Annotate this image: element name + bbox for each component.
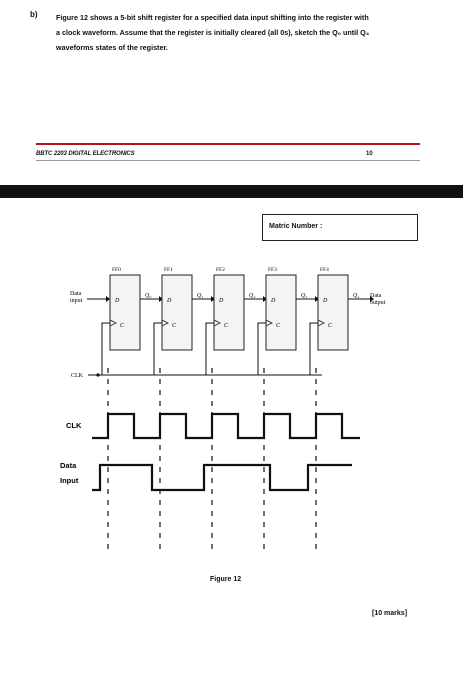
clock-waveform bbox=[92, 414, 360, 438]
flip-flop-4 bbox=[318, 275, 348, 350]
flip-flop-group bbox=[102, 267, 374, 375]
q-output-label-2: Q₂ bbox=[249, 293, 256, 299]
timing-guide-lines bbox=[108, 368, 316, 550]
flip-flop-name-3: FF3 bbox=[268, 267, 277, 273]
flip-flop-name-0: FF0 bbox=[112, 267, 121, 273]
page-number: 10 bbox=[366, 151, 373, 157]
matric-number-box bbox=[262, 214, 418, 241]
flip-flop-2 bbox=[214, 275, 244, 350]
clk-junction bbox=[96, 373, 99, 376]
question-label: b) bbox=[30, 10, 38, 19]
matric-number-label: Matric Number : bbox=[269, 223, 323, 230]
wave-data-label-1: Data bbox=[60, 461, 77, 470]
flip-flop-0 bbox=[110, 275, 140, 350]
wave-data-label-2: Input bbox=[60, 476, 79, 485]
clock-feed-2 bbox=[206, 323, 214, 350]
data-input-arrow bbox=[106, 296, 110, 302]
q-output-label-4: Q₄ bbox=[353, 293, 360, 299]
course-code: BBTC 2203 DIGITAL ELECTRONICS bbox=[36, 151, 135, 157]
footer-red-rule bbox=[36, 143, 420, 145]
figure-reference: Figure 12 bbox=[56, 13, 88, 22]
data-output-label-1: Data bbox=[370, 293, 382, 299]
clock-feed-1 bbox=[154, 323, 162, 350]
d-label-1: D bbox=[167, 298, 172, 304]
question-text bbox=[56, 10, 436, 55]
flip-flop-1 bbox=[162, 275, 192, 350]
question-block bbox=[30, 10, 436, 55]
d-label-4: D bbox=[323, 298, 328, 304]
clock-feed-4 bbox=[310, 323, 318, 350]
data-input-label-2: input bbox=[70, 298, 83, 304]
flip-flop-name-4: FF4 bbox=[320, 267, 329, 273]
shift-register-diagram bbox=[0, 250, 463, 570]
marks-label: [10 marks] bbox=[372, 610, 408, 617]
circuit-clk-label: CLK bbox=[71, 373, 83, 379]
q-output-label-3: Q₃ bbox=[301, 293, 308, 299]
q-output-label-0: Q₀ bbox=[145, 293, 152, 299]
footer-grey-rule bbox=[36, 160, 420, 161]
figure-caption: Figure 12 bbox=[210, 576, 242, 583]
page-break-band bbox=[0, 185, 463, 198]
c-label-3: C bbox=[276, 323, 281, 329]
question-line-3: waveforms states of the register. bbox=[56, 43, 168, 52]
c-label-4: C bbox=[328, 323, 333, 329]
d-label-0: D bbox=[115, 298, 120, 304]
data-input-label-1: Data bbox=[70, 291, 82, 297]
clock-feed-3 bbox=[258, 323, 266, 350]
wave-clk-label: CLK bbox=[66, 421, 82, 430]
question-line-2: a clock waveform. Assume that the register is initially cleared (all 0s), sketch the Q₀ until Q₄ bbox=[56, 28, 370, 37]
q-output-label-1: Q₁ bbox=[197, 293, 204, 299]
data-output-label-2: output bbox=[370, 300, 386, 306]
flip-flop-name-2: FF2 bbox=[216, 267, 225, 273]
c-label-0: C bbox=[120, 323, 125, 329]
c-label-1: C bbox=[172, 323, 177, 329]
question-line-1: shows a 5-bit shift register for a specified data input shifting into the register with bbox=[87, 13, 369, 22]
c-label-2: C bbox=[224, 323, 229, 329]
flip-flop-3 bbox=[266, 275, 296, 350]
flip-flop-name-1: FF1 bbox=[164, 267, 173, 273]
clock-feed-0 bbox=[102, 323, 110, 350]
d-label-2: D bbox=[219, 298, 224, 304]
data-input-waveform bbox=[92, 465, 352, 490]
d-label-3: D bbox=[271, 298, 276, 304]
